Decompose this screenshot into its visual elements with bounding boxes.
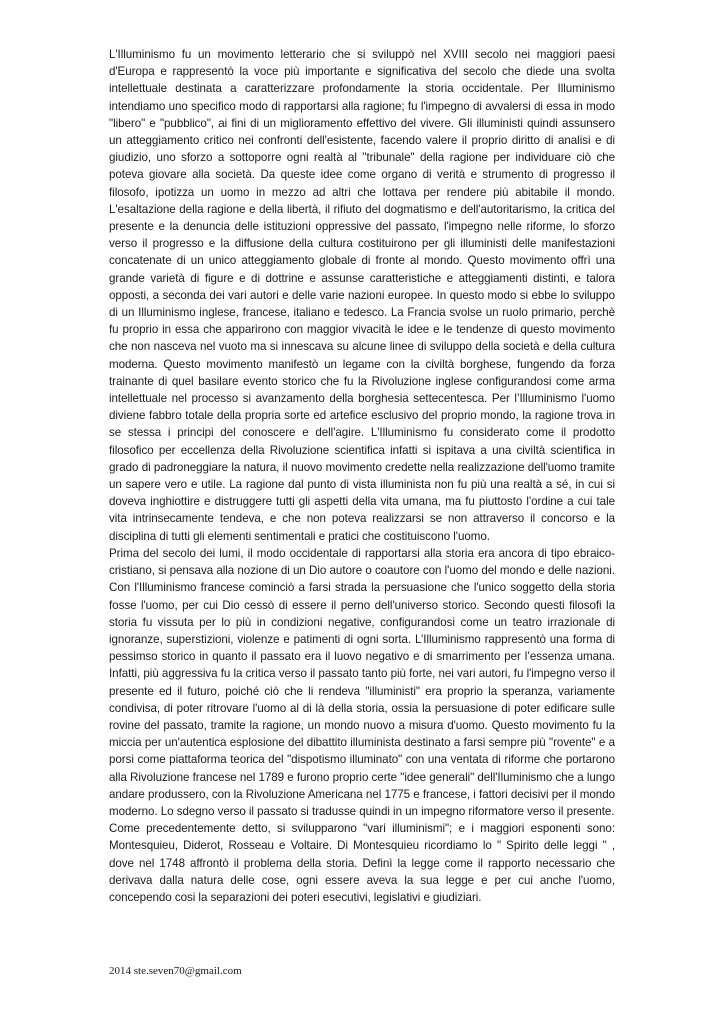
page-footer: 2014 ste.seven70@gmail.com [109,965,242,977]
paragraph-storia: Prima del secolo dei lumi, il modo occidentale di rapportarsi alla storia era ancora di tipo ebraico-cristiano, si pensava alla nozione di un Dio autore o coautore con l'uomo del mondo e delle nazioni. Con l'Illuminismo francese cominciò a farsi strada la persuasione che l'unico soggetto della storia fosse l'uomo, per cui Dio cessò di essere il perno dell'universo storico. Secondo questi filosofi la storia fu vissuta per lo più in condizioni negative, configurandosi come un teatro irrazionale di ignoranze, superstizioni, violenze e patimenti di ogni sorta. L’Illuminismo rappresentò una forma di pessimso storico in quanto il passato era il luovo negativo e di smarrimento per l’essenza umana. Infatti, più aggressiva fu la critica verso il passato tanto più forte, nei vari autori, fu l'impegno verso il presente ed il futuro, poiché ciò che li rendeva "illuministi" era proprio la speranza, variamente condivisa, di poter ritrovare l'uomo al di là della storia, ossia la persuasione di poter edificare sulle rovine del passato, tramite la ragione, un mondo nuovo a misura d'uomo. Questo movimento fu la miccia per un'autentica esplosione del dibattito illuminista destinato a farsi sempre più "rovente" e a porsi come piattaforma teorica del "dispotismo illuminato" con una ventata di riforme che portarono alla Rivoluzione francese nel 1789 e furono proprio certe "idee generali" dell'Iluminismo che a lungo andare produssero, con la Rivoluzione Americana nel 1775 e francese, i fattori decisivi per il mondo moderno. Lo sdegno verso il passato si tradusse quindi in un impegno riformatore verso il presente. [109,546,615,818]
document-body [109,46,615,906]
paragraph-esponenti: Come precedentemente detto, si svilupparono "vari illuminismi"; e i maggiori esponenti sono: Montesquieu, Diderot, Rosseau e Voltaire. Di Montesquieu ricordiamo lo " Spirito delle leggi " , dove nel 1748 affrontò il problema della storia. Definì la legge come il rapporto necessario che derivava dalla natura delle cose, ogni essere aveva la sua legge e per cui anche l'uomo, concependo cosi la separazioni dei poteri esecutivi, legislativi e giudiziari. [109,822,615,904]
paragraph-illuminismo-intro: L'Illuminismo fu un movimento letterario che si sviluppò nel XVIII secolo nei maggiori paesi d'Europa e rappresentò la voce più importante e significativa del secolo che diede una svolta intellettuale destinata a caratterizzare profondamente la storia occidentale. Per Illuminismo intendiamo uno specifico modo di rapportarsi alla ragione; fu l'impegno di avvalersi di essa in modo "libero" e "pubblico", ai fini di un miglioramento effettivo del vivere. Gli illuministi quindi assunsero un atteggiamento critico nei confronti dell'esistente, facendo valere il proprio diritto di analisi e di giudizio, uno sforzo a sottoporre ogni realtà al "tribunale" della ragione per individuare ciò che poteva giovare alla società. Da queste idee come organo di verità e strumento di progresso il filosofo, ipotizza un uomo in mezzo ad altri che lottava per rendere più abitabile il mondo. L'esaltazione della ragione e della libertà, il rifiuto del dogmatismo e dell'autoritarismo, la critica del presente e la denuncia delle istituzioni oppressive del passato, l'impegno nelle riforme, lo sforzo verso il progresso e la diffusione della cultura costituirono per gli illuministi delle manifestazioni concatenate di un unico atteggiamento globale di fronte al mondo. Questo movimento offrì una grande varietà di figure e di dottrine e assunse caratteristiche e atteggiamenti distinti, e talora opposti, a seconda dei vari autori e delle varie nazioni europee. In questo modo si ebbe lo sviluppo di un Illuminismo inglese, francese, italiano e tedesco. La Francia svolse un ruolo primario, perchè fu proprio in essa che apparirono con maggior vivacità le idee e le tendenze di questo movimento che non nasceva nel vuoto ma si innescava su alcune linee di sviluppo della società e della cultura moderna. Questo movimento manifestò un legame con la civiltà borghese, fungendo da forza trainante di quel basilare evento storico che fu la Rivoluzione inglese configurandosi come arma intellettuale nel processo si avanzamento della borghesia settecentesca. Per l’Illuminismo l'uomo diviene fabbro totale della propria sorte ed artefice esclusivo del proprio mondo, la ragione trova in se stessa i principi del conoscere e dell'agire. L'Illuminismo fu considerato come il prodotto filosofico per eccellenza della Rivoluzione scientifica infatti si ispitava a una civiltà scientifica in grado di padroneggiare la natura, il nuovo movimento credette nella realizzazione dell'uomo tramite un sapere vero e utile. La ragione dal punto di vista illuminista non fu più una realtà a sé, in cui si doveva inghiottire e distruggere tutti gli aspetti della vita umana, ma fu piuttosto l'ordine a cui tale vita intrinsecamente tendeva, e che non poteva realizzarsi se non attraverso il concorso e la disciplina di tutti gli elementi sentimentali e pratici che costituiscono l'uomo. [109,48,615,543]
